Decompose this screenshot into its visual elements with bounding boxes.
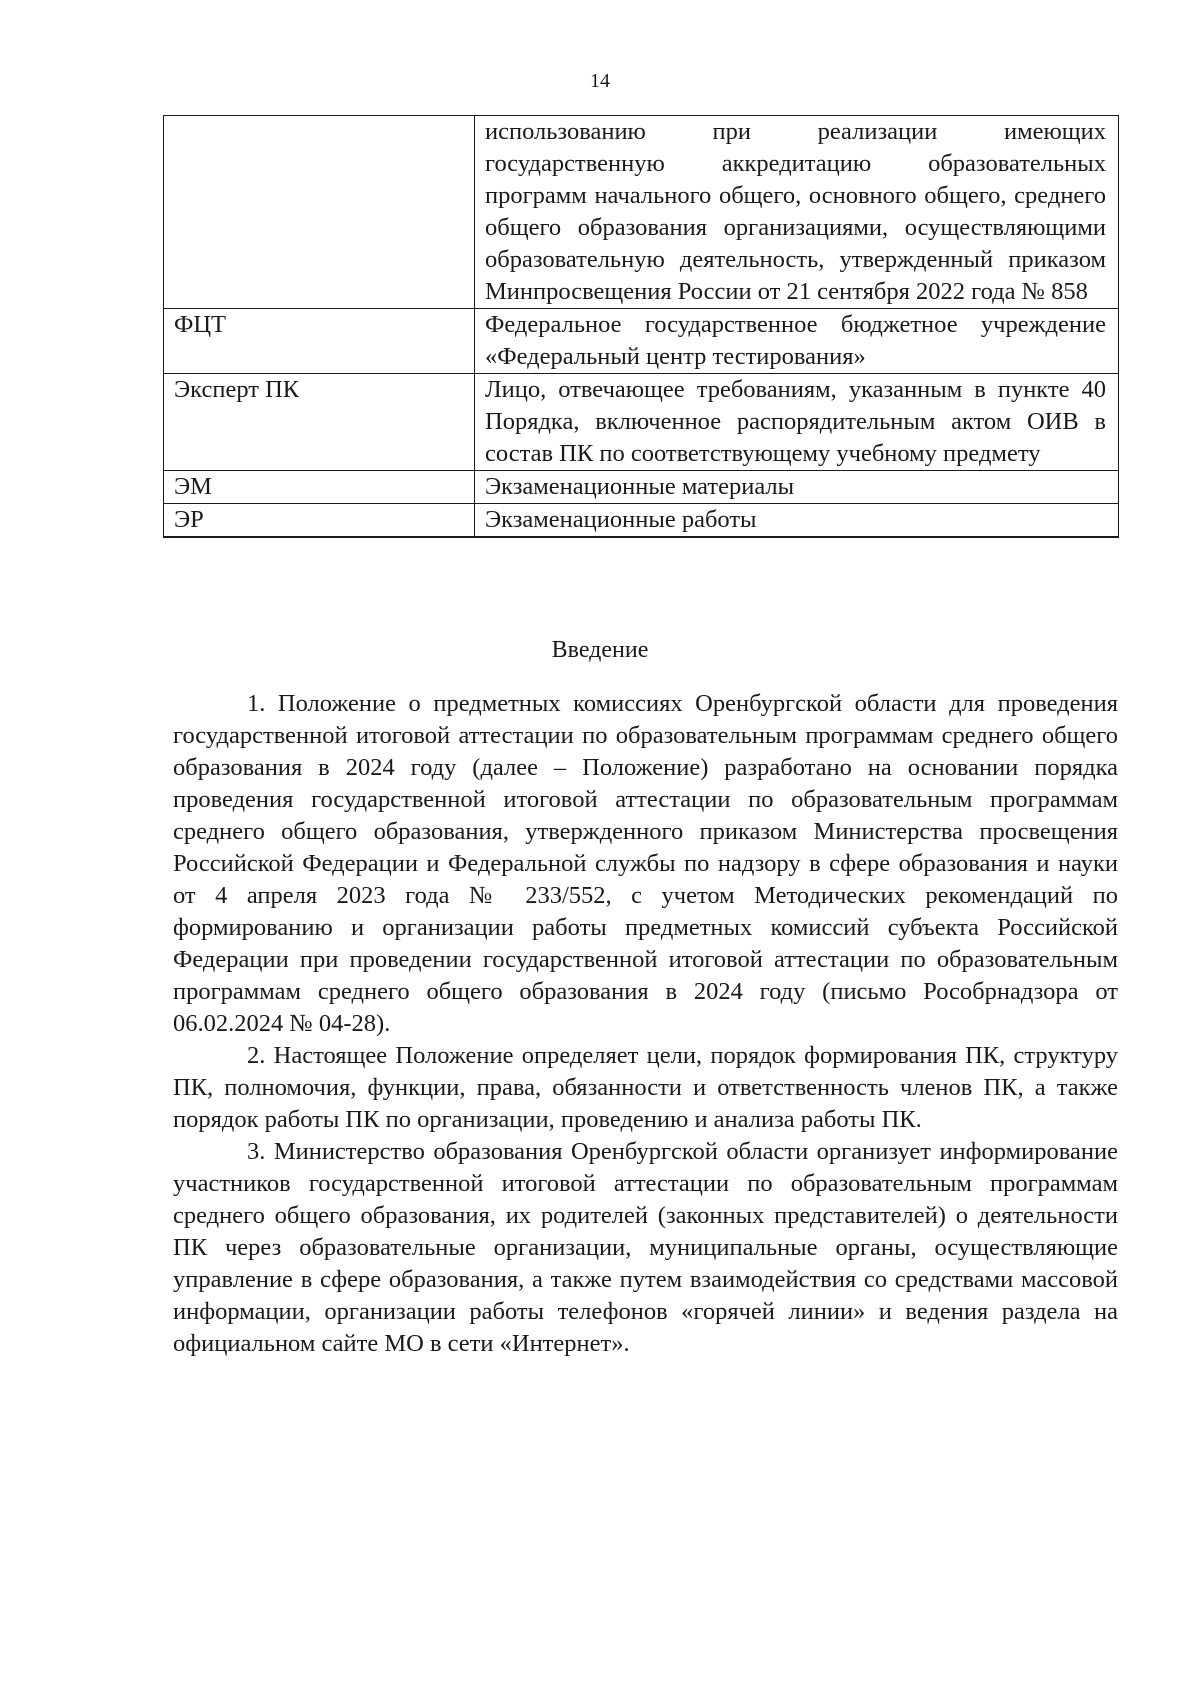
abbreviation-term <box>164 116 475 309</box>
table-row <box>164 309 1119 374</box>
table-row <box>164 471 1119 504</box>
paragraph: 1. Положение о предметных комиссиях Оренбургской области для проведения государственной итоговой аттестации по образовательным программам среднего общего образования в 2024 году (далее – Положение) разработано на основании порядка проведения государственной итоговой аттестации по образовательным программам среднего общего образования, утвержденного приказом Министерства просвещения Российской Федерации и Федеральной службы по надзору в сфере образования и науки от 4 апреля 2023 года № 233/552, с учетом Методических рекомендаций по формированию и организации работы предметных комиссий субъекта Российской Федерации при проведении государственной итоговой аттестации по образовательным программам среднего общего образования в 2024 году (письмо Рособрнадзора от 06.02.2024 № 04-28). <box>173 690 1118 1037</box>
table-row <box>164 504 1119 538</box>
abbreviation-definition: использованию при реализации имеющих государственную аккредитацию образовательных программ начального общего, основного общего, среднего общего образования организациями, осуществляющими образовательную деятельность, утвержденный приказом Минпросвещения России от 21 сентября 2022 года № 858 <box>475 116 1119 309</box>
abbreviation-term: ФЦТ <box>164 309 475 374</box>
table-row <box>164 116 1119 309</box>
abbreviations-table <box>163 115 1119 538</box>
body-text <box>173 688 1118 1360</box>
table-row <box>164 374 1119 471</box>
abbreviation-definition: Федеральное государственное бюджетное учреждение «Федеральный центр тестирования» <box>475 309 1119 374</box>
abbreviation-term: ЭР <box>164 504 475 538</box>
abbreviation-term: ЭМ <box>164 471 475 504</box>
section-heading: Введение <box>551 637 649 663</box>
abbreviation-definition: Лицо, отвечающее требованиям, указанным в пункте 40 Порядка, включенное распорядительным актом ОИВ в состав ПК по соответствующему учебному предмету <box>475 374 1119 471</box>
page-number: 14 <box>590 70 610 92</box>
abbreviation-term: Эксперт ПК <box>164 374 475 471</box>
paragraph: 2. Настоящее Положение определяет цели, порядок формирования ПК, структуру ПК, полномочия, функции, права, обязанности и ответственность членов ПК, а также порядок работы ПК по организации, проведению и анализа работы ПК. <box>173 1042 1118 1133</box>
abbreviation-definition: Экзаменационные работы <box>475 504 1119 538</box>
abbreviation-definition: Экзаменационные материалы <box>475 471 1119 504</box>
paragraph: 3. Министерство образования Оренбургской области организует информирование участников государственной итоговой аттестации по образовательным программам среднего общего образования, их родителей (законных представителей) о деятельности ПК через образовательные организации, муниципальные органы, осуществляющие управление в сфере образования, а также путем взаимодействия со средствами массовой информации, организации работы телефонов «горячей линии» и ведения раздела на официальном сайте МО в сети «Интернет». <box>173 1138 1118 1357</box>
